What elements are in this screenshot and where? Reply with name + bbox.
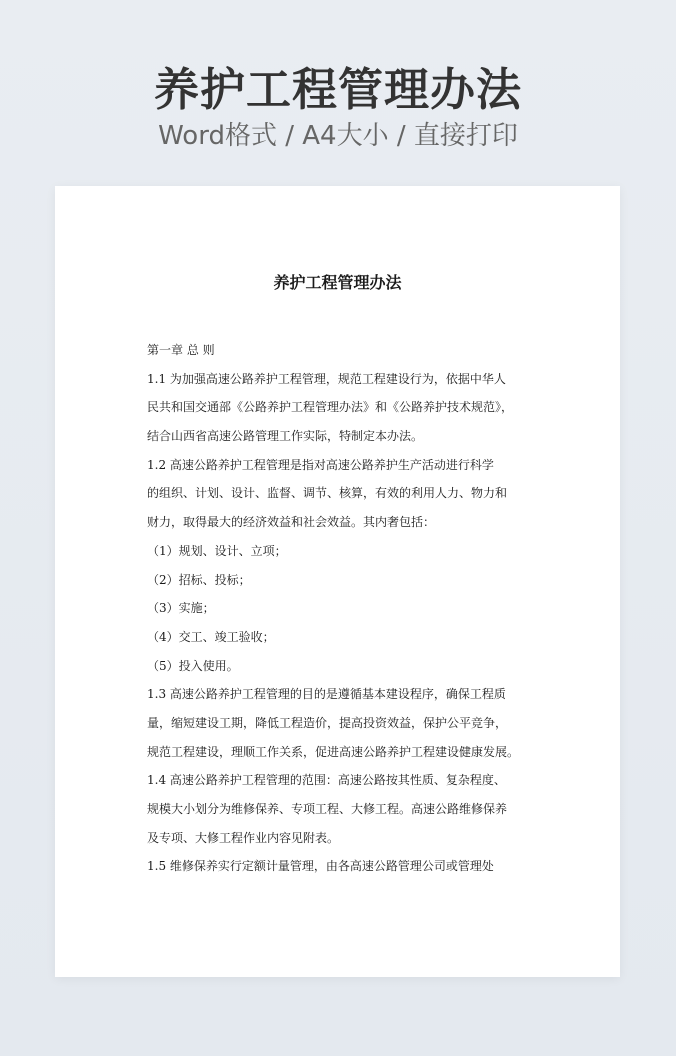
list-item: （5）投入使用。 (147, 658, 239, 673)
paragraph-line: 1.5 维修保养实行定额计量管理，由各高速公路管理公司或管理处 (147, 859, 494, 874)
paragraph-line: 及专项、大修工程作业内容见附表。 (147, 830, 340, 845)
document-title: 养护工程管理办法 (273, 273, 402, 292)
paragraph-line: 财力，取得最大的经济效益和社会效益。其内奢包括： (147, 515, 436, 530)
paragraph-line: 1.3 高速公路养护工程管理的目的是遵循基本建设程序，确保工程质 (147, 687, 506, 702)
paragraph-line: 民共和国交通部《公路养护工程管理办法》和《公路养护技术规范》， (147, 400, 514, 415)
banner-title: 养护工程管理办法 (153, 63, 522, 116)
banner-subtitle: Word格式 / A4大小 / 直接打印 (158, 121, 518, 151)
paragraph-line: 规范工程建设，理顺工作关系，促进高速公路养护工程建设健康发展。 (147, 744, 520, 759)
paragraph-line: 1.2 高速公路养护工程管理是指对高速公路养护生产活动进行科学 (147, 457, 494, 472)
list-item: （2）招标、投标； (147, 572, 251, 587)
paragraph-line: 量，缩短建设工期，降低工程造价，提高投资效益，保护公平竞争， (147, 715, 508, 730)
list-item: （3）实施； (147, 601, 215, 616)
chapter-heading: 第一章 总 则 (147, 343, 215, 357)
paragraph-line: 的组织、计划、设计、监督、调节、核算，有效的利用人力、物力和 (147, 486, 508, 501)
paragraph-line: 1.4 高速公路养护工程管理的范围：高速公路按其性质、复杂程度、 (147, 773, 506, 788)
paragraph-line: 结合山西省高速公路管理工作实际，特制定本办法。 (147, 429, 424, 444)
list-item: （4）交工、竣工验收； (147, 629, 275, 644)
paragraph-line: 1.1 为加强高速公路养护工程管理，规范工程建设行为，依据中华人 (147, 371, 506, 386)
document-body (147, 336, 530, 881)
paragraph-line: 规模大小划分为维修保养、专项工程、大修工程。高速公路维修保养 (147, 802, 508, 816)
list-item: （1）规划、设计、立项； (147, 543, 287, 558)
document-page (55, 186, 620, 977)
